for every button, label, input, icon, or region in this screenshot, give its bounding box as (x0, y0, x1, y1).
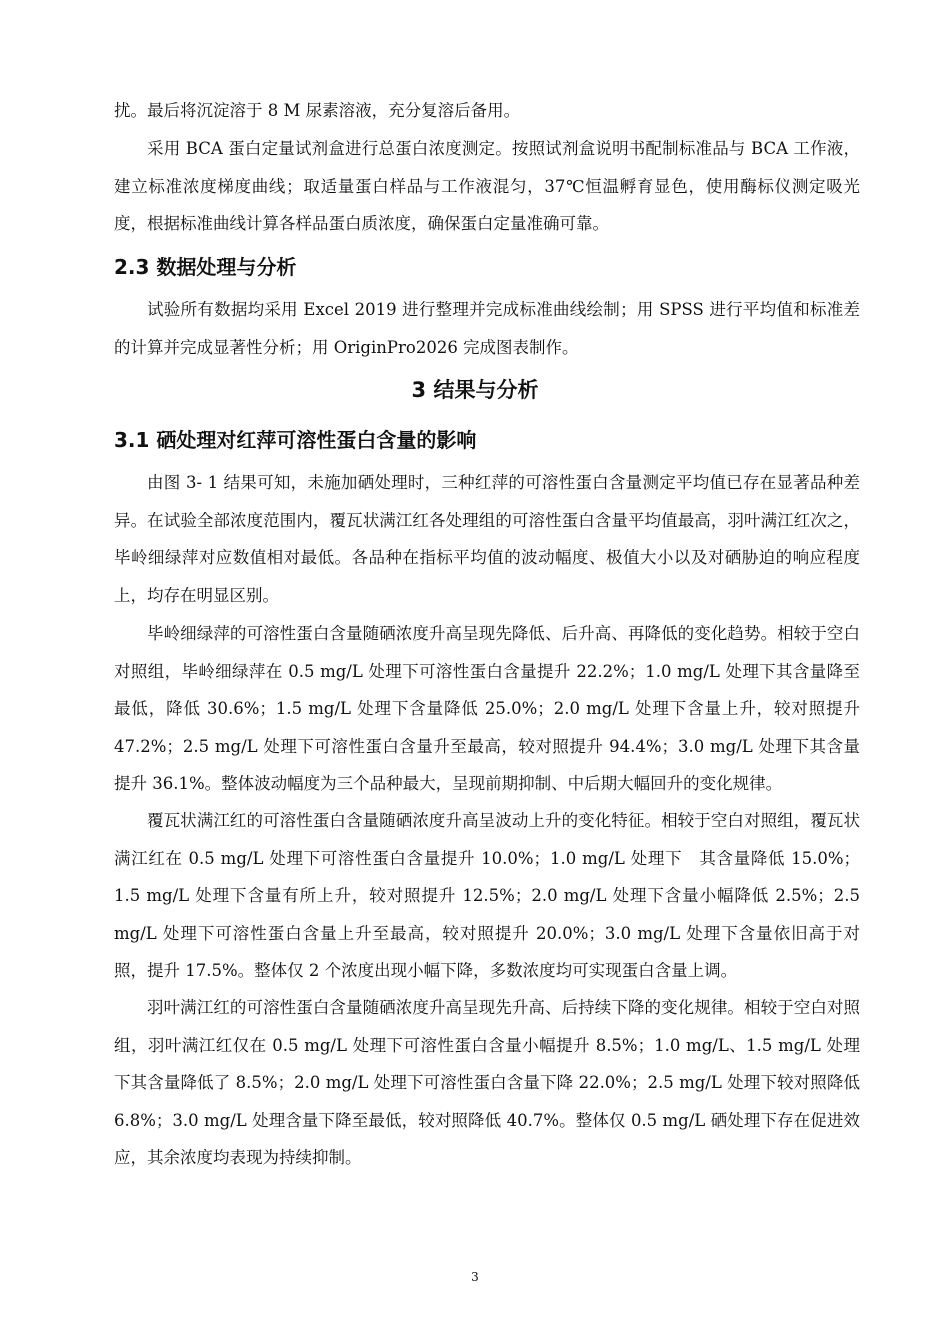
page-number: 3 (471, 1270, 479, 1284)
chapter-heading-3: 3 结果与分析 (411, 378, 539, 402)
paragraph-data-processing: 试验所有数据均采用 Excel 2019 进行整理并完成标准曲线绘制；用 SPSS 进行平均值和标准差的计算并完成显著性分析；用 OriginPro2026 完成图表制作。 (114, 300, 860, 357)
section-heading-2-3: 2.3 数据处理与分析 (114, 255, 297, 279)
section-heading-3-1: 3.1 硒处理对红萍可溶性蛋白含量的影响 (114, 428, 477, 452)
paragraph-bca-assay: 采用 BCA 蛋白定量试剂盒进行总蛋白浓度测定。按照试剂盒说明书配制标准品与 BCA 工作液，建立标准浓度梯度曲线；取适量蛋白样品与工作液混匀，37℃恒温孵育显色，使用酶标仪测定吸光度，根据标准曲线计算各样品蛋白质浓度，确保蛋白定量准确可靠。 (114, 139, 860, 233)
paragraph-overview-results: 由图 3- 1 结果可知，未施加硒处理时，三种红萍的可溶性蛋白含量测定平均值已存在显著品种差异。在试验全部浓度范围内，覆瓦状满江红各处理组的可溶性蛋白含量平均值最高，羽叶满江红次之，毕岭细绿萍对应数值相对最低。各品种在指标平均值的波动幅度、极值大小以及对硒胁迫的响应程度上，均存在明显区别。 (114, 473, 860, 605)
paragraph-continuation: 扰。最后将沉淀溶于 8 M 尿素溶液，充分复溶后备用。 (114, 101, 521, 120)
paragraph-fuwazhuang: 覆瓦状满江红的可溶性蛋白含量随硒浓度升高呈波动上升的变化特征。相较于空白对照组，覆瓦状满江红在 0.5 mg/L 处理下可溶性蛋白含量提升 10.0%；1.0 mg/L 处理下 其含量降低 15.0%；1.5 mg/L 处理下含量有所上升，较对照提升 12.5%；2.0 mg/L 处理下含量小幅降低 2.5%；2.5 mg/L 处理下可溶性蛋白含量上升至最高，较对照提升 20.0%；3.0 mg/L 处理下含量依旧高于对照，提升 17.5%。整体仅 2 个浓度出现小幅下降，多数浓度均可实现蛋白含量上调。 (114, 811, 860, 980)
paragraph-bilingxilvping: 毕岭细绿萍的可溶性蛋白含量随硒浓度升高呈现先降低、后升高、再降低的变化趋势。相较于空白对照组，毕岭细绿萍在 0.5 mg/L 处理下可溶性蛋白含量提升 22.2%；1.0 mg/L 处理下其含量降至最低，降低 30.6%；1.5 mg/L 处理下含量降低 25.0%；2.0 mg/L 处理下含量上升，较对照提升 47.2%；2.5 mg/L 处理下可溶性蛋白含量升至最高，较对照提升 94.4%；3.0 mg/L 处理下其含量提升 36.1%。整体波动幅度为三个品种最大，呈现前期抑制、中后期大幅回升的变化规律。 (114, 624, 860, 793)
paragraph-yuye: 羽叶满江红的可溶性蛋白含量随硒浓度升高呈现先升高、后持续下降的变化规律。相较于空白对照组，羽叶满江红仅在 0.5 mg/L 处理下可溶性蛋白含量小幅提升 8.5%；1.0 mg/L、1.5 mg/L 处理下其含量降低了 8.5%；2.0 mg/L 处理下可溶性蛋白含量下降 22.0%；2.5 mg/L 处理下较对照降低 6.8%；3.0 mg/L 处理含量下降至最低，较对照降低 40.7%。整体仅 0.5 mg/L 硒处理下存在促进效应，其余浓度均表现为持续抑制。 (114, 998, 860, 1167)
